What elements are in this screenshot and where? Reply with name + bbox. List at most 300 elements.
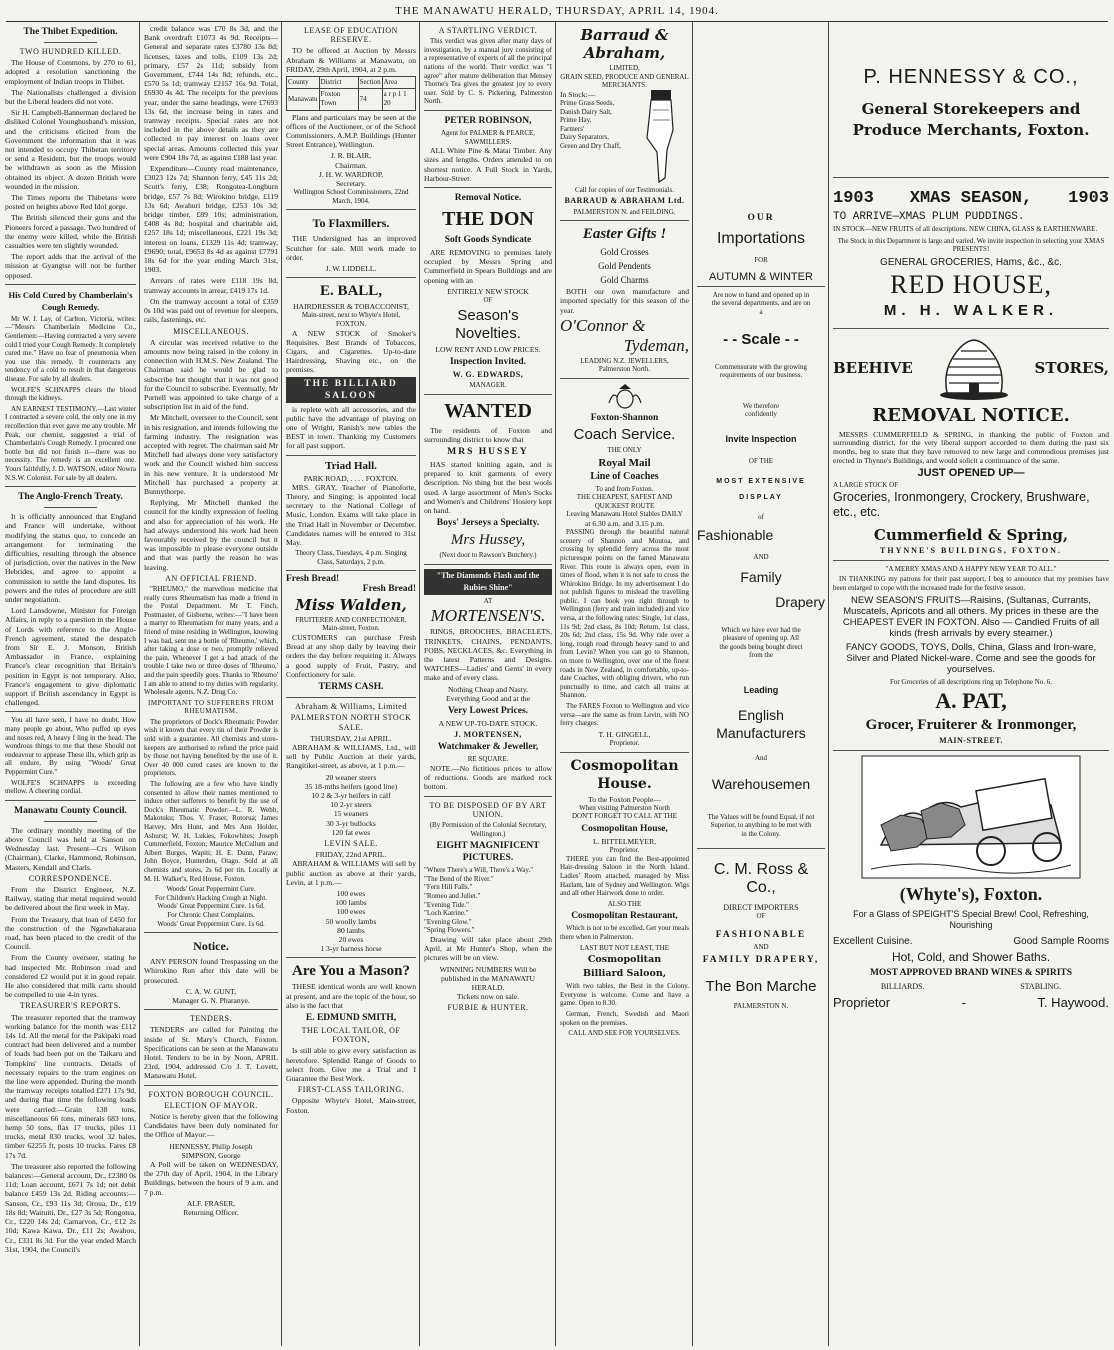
- table-header: County: [287, 77, 320, 89]
- ad-line: Nothing Cheap and Nasty.: [447, 684, 529, 694]
- ad-title: General Storekeepers and Produce Merchants, Foxton.: [852, 100, 1090, 139]
- column-rule: [555, 22, 556, 1346]
- ad-title: STORES,: [1034, 358, 1109, 377]
- ad-title: Groceries, Ironmongery, Crockery, Brushware, etc., etc.: [833, 489, 1090, 519]
- list-item: 30 3-yr bullocks: [326, 818, 376, 828]
- ad-title: Barraud & Abraham,: [580, 26, 669, 62]
- table-header: Section: [358, 77, 382, 89]
- ad-title: BEEHIVE: [833, 358, 913, 377]
- ad-body: THESE identical words are well known at present, and are the topic of the hour, so also is the fact that: [286, 982, 416, 1010]
- ad-signature: Chairman.: [335, 160, 367, 170]
- candidate: SIMPSON, George: [181, 1150, 241, 1160]
- ad-title: The Bon Marche: [705, 977, 817, 995]
- ad-body: The Values will be found Equal, if not Superior, to anything to be met with in the Colony.: [707, 812, 815, 838]
- ad-title: Mrs Hussey,: [450, 532, 526, 549]
- ad-line: Theory Class, Tuesdays, 4 p.m. Singing Class, Saturdays, 2 p.m.: [295, 549, 407, 566]
- year-right: 1903: [1068, 189, 1109, 208]
- ad-signature: J. MORTENSEN,: [454, 730, 522, 740]
- ad-line: Everything Good and at the: [446, 693, 530, 703]
- ad-body: ABRAHAM & WILLIAMS will sell by public auction as above at their yards, Levin, at 1 p.m.—: [286, 859, 416, 887]
- pointing-hand-illustration: [637, 90, 685, 184]
- list-item: "Spring Flowers.": [424, 926, 475, 935]
- ad-line: MOST EXTENSIVE: [716, 477, 806, 485]
- paragraph: Replying, Mr Mitchell thanked the council for the kindly expression of feeling and also for appreciation of his work. He had always understood his work had been favourably received by the council but it was impossible to please everyone outside and that was partly the reason he was leaving.: [144, 498, 278, 572]
- ad-title: E. BALL,: [319, 283, 383, 300]
- separator: [833, 177, 1109, 178]
- column-7: [830, 24, 1112, 1346]
- ad-line: LIMITED,: [609, 64, 640, 72]
- ad-title: TENDERS.: [190, 1014, 232, 1024]
- ad-body: The proprietors of Dock's Rheumatic Powder wish it known that every tin of their Powder is sold with a guarantee. All chemists and store-keepers are authorised to refund the price paid by those not having benefited by the use of it. Over 40 000 cured cases are known to the proprietors.: [144, 717, 278, 778]
- xmas-title: XMAS SEASON,: [909, 189, 1033, 208]
- ad-body: Commensurate with the growing requirements of our business.: [715, 362, 807, 380]
- ad-title: RED HOUSE,: [890, 269, 1052, 299]
- poem: You all have seen, I have no doubt, How many people go about, Who puffed up eyes and noses red, A heavy f ling in the head. The wondrous things to me that these Should not endeavour to appease These ills, which grip as all endure, By using "Woods' Great Peppermint Cure.": [5, 716, 136, 776]
- paragraph: It is officially announced that England and France will undertake, without modifying the status quo, to concede an arrangement for terminating the difficulties, resulting through the absence of jurisdiction, over the natives in the New Hebrides, and agree to appoint a commission to settle the land disputes. Its powers and the rules of procedure are still under negotiation.: [5, 512, 136, 604]
- ad-body: Notice is hereby given that the following Candidates have been duly nominated for the Office of Mayor:—: [144, 1111, 278, 1140]
- separator: [833, 328, 1109, 329]
- ad-subtitle: DIRECT IMPORTERS: [723, 903, 799, 913]
- ad-title: Miss Walden,: [295, 595, 407, 614]
- ad-line: LAST BUT NOT LEAST, THE: [580, 943, 669, 952]
- paragraph: Sir H. Campbell-Bannerman declared he disliked Colonel Younghusband's mission, and the criticisms elicited from the Government the information that it was not intended to occupy Thibetan territory or send a Resident, but the troops would be withdrawn as soon as the Mission obtained its object. A dozen British were wounded in the mission.: [5, 108, 136, 191]
- ad-line: A NEW UP-TO-DATE STOCK.: [438, 719, 538, 728]
- list-item: Farmers': [560, 124, 585, 133]
- separator: [44, 821, 96, 822]
- ad-signature: J. H. W. WARDROP,: [318, 169, 384, 179]
- ad-body: PASSING through the beautiful natural scenery of Shannon and Moutoa, and crossing by splendid ferry across the most picturesque points on the famed Manawatu River. This route is always open, even in times of flood, when it is not safe to cross the Whirokino Bridge. In my advertisement I do not publish figures to mislead the travelling public. I can book you right through to Wellington (ferry and train included) and vice versa, at the following rates: Single, 1st class, 11s 9d; 2nd class, 8s 10d; Return, 1st class, 20s 6d; 2nd class, 15s 9d. Why ride over a long, rough road through heavy sand to and from Levin? When you can go to Shannon, on more to Wellington, over one of the finest roads in New Zealand, in comfortable, up-to-date Coaches, with obliging drivers, who run punctually to time, and catch all trains at Shannon.: [560, 528, 689, 700]
- ad-signature: J. W. LIDDELL.: [325, 264, 377, 274]
- ad-line: Woods' Great Peppermint Cure.: [166, 885, 256, 894]
- ad-line: Fresh Bread!: [362, 583, 416, 594]
- ad-title: Easter Gifts !: [582, 226, 667, 243]
- ad-body: ABRAHAM & WILLIAMS, Ltd., will sell by Public Auction at their yards, Rangitikei-street, as above, at 1 p.m.—: [286, 742, 416, 771]
- ad-address: Opposite Whyte's Hotel, Main-street, Foxton.: [286, 1096, 416, 1115]
- ad-title: MORTENSEN'S.: [430, 606, 546, 626]
- ad-line: Royal Mail: [598, 456, 651, 469]
- ad-footer: Wellington School Commissioners, 22nd March, 1904.: [293, 188, 409, 205]
- ad-title: English Manufacturers: [716, 706, 806, 741]
- ad-signature: Proprietor.: [609, 739, 640, 747]
- list-item: 1 3-yr harness horse: [320, 944, 382, 954]
- list-item: Green and Dry Chaff,: [560, 141, 621, 150]
- ad-signature: MANAGER.: [469, 380, 507, 389]
- section-heading: AN OFFICIAL FRIEND.: [165, 573, 257, 583]
- paragraph: The House of Commons, by 270 to 61, adopted a resolution sanctioning the employment of Indian troops in Thibet.: [5, 58, 136, 86]
- ad-subtitle: (By Permission of the Colonial Secretary, Wellington.): [429, 821, 547, 838]
- ad-body: THERE you can find the Best-appointed Hair-dressing Saloon in the North Island. Ladies' Room attached, managed by Miss Hazlam, late of Sydney and Wellington. Wigs and all other Hairwork done to order.: [560, 854, 689, 898]
- paragraph: A circular was received relative to the amounts now being raised in the colony in connection with H.M.S. New Zealand. The Chairman said he would be glad to subscribe but thought that it was not good for the Council to subscribe. Eventually, Mr Purnell was appointed to take charge of a subscription list in aid of the fund.: [144, 337, 278, 412]
- ad-body: MESSRS CUMMERFIELD & SPRING, in thanking the public of Foxton and surrounding district, for the very liberal support accorded to them during the past six months, beg to state that they have removed to new large and commodious premises just erected in Thynne's Buildings, and would solicit a continuance of the same.: [833, 429, 1109, 465]
- ad-signature: Manager G. N. Pharanye.: [172, 995, 250, 1005]
- ad-line: Woods' Great Peppermint Cure. 1s 6d.: [157, 902, 265, 911]
- ad-address: MAIN-STREET.: [939, 736, 1003, 746]
- ad-line: Inspection Invited.: [449, 356, 526, 367]
- ad-body: This verdict was given after many days of investigation, by a manual jury consisting of a representative of experts of all the principal nations of the world. Their verdict was "I agree" after mature deliberation that Mensey Thorne's Tea gives the greatest joy to every user. Sold by C. S. Pickering, Palmerston North.: [424, 37, 552, 106]
- table-cell: a r p 1 1 20: [382, 89, 415, 110]
- separator: [424, 394, 552, 395]
- ad-title: THE BILLIARD SALOON: [286, 377, 416, 403]
- article-title: The Thibet Expedition.: [23, 27, 118, 37]
- list-item: Prime Hay,: [560, 116, 592, 125]
- xmas-heading: [833, 188, 1109, 210]
- paragraph: The treasurer reported that the tramway working balance for the month was £112 14s 1d. All the metal for the Pakipaki road contract had been delivered and a number of loads had been put on the Taikaru and Tompkins' line contracts. Details of necessary repairs to the tram engines on the line were appended. During the month the tramway receipts totalled £271 17s 9d, and during that time the following loads were carried:—Grain 138 tons, miscellaneous 66 tons, minerals 683 tons, hemp 50 tons, flax 17 trucks, piles 11 trucks, metal 830 trucks, wool 32 bales, timber 62255 ft, posts 10 trucks. Fares £8 17s 7d.: [5, 1012, 136, 1160]
- ad-title: His Cold Cured by Chamberlain's Cough Remedy.: [8, 289, 133, 312]
- separator: [286, 277, 416, 278]
- table-cell: Manawatu: [287, 89, 320, 110]
- article-title: The Anglo-French Treaty.: [18, 492, 123, 503]
- column-rule: [828, 22, 829, 1346]
- separator: [424, 564, 552, 565]
- ad-line: Hot, Cold, and Shower Baths.: [891, 950, 1051, 965]
- list-item: 100 lambs: [335, 898, 367, 908]
- list-item: "Romeo and Juliet.": [424, 891, 481, 900]
- list-item: 100 ewes: [336, 888, 366, 898]
- ad-title: M. H. WALKER.: [883, 301, 1059, 319]
- ad-subtitle: HAIRDRESSER & TOBACCONIST,: [293, 302, 409, 312]
- ad-line: FOR: [754, 256, 768, 264]
- ad-body: The following are a few who have kindly consented to allow their names mentioned to induce other sufferers to benefit by the use of Dock's Rheumatic Powder:—L. R. Webb, Makotuku; Thos. V. Fraser, Rotorua; James Harvey, Mrs Hunt, and Mrs Ann Holder, Ashurst; W. H. Lukies, Fokowhites; Joseph Cummerfield, Foxton; Maurice McCullum and Albert Burges, Wapiti; H. E. Dunn, Paraw; John Boyce, Hunterden, Otago. Sold at all chemists and stores, 2s 6d per tin. Locally at M. H. Walker's, Red House, Foxton.: [144, 780, 278, 883]
- spacer: [833, 24, 1109, 62]
- paragraph: On the tramway account a total of £359 0s 10d was paid out of revenue for sleepers, rails, fastenings, etc.: [144, 296, 278, 325]
- ad-line: AND: [753, 552, 769, 561]
- list-item: 10 2 & 3-yr heifers in calf: [311, 790, 391, 800]
- ad-line: "A MERRY XMAS AND A HAPPY NEW YEAR TO ALL.": [885, 564, 1057, 573]
- ad-title: PETER ROBINSON,: [444, 115, 532, 126]
- column-rule: [281, 22, 282, 1346]
- ad-title: Invite Inspection: [725, 433, 797, 444]
- ad-line: OF: [483, 295, 493, 304]
- separator: [286, 957, 416, 958]
- ad-title: FAMILY DRAPERY,: [702, 954, 820, 965]
- section-heading: CORRESPONDENCE.: [28, 873, 113, 883]
- table-cell: Foxton Town: [319, 89, 358, 110]
- list-item: "Loch Katrine.": [424, 909, 469, 918]
- separator: [5, 486, 136, 487]
- ad-title: LEVIN SALE.: [324, 838, 378, 848]
- paragraph: From the County overseer, stating he had inspected Mr. Robinson road and considered £2 would put it in good repair. He also considered that milk carts should be compelled to use 4-in tyres.: [5, 953, 136, 1000]
- ad-line: For Children's Hacking Cough at Night.: [154, 893, 268, 902]
- ad-line: GENERAL GROCERIES, Hams, &c., &c.: [880, 256, 1062, 268]
- list-item: 80 lambs: [337, 925, 365, 935]
- ad-title: Triad Hall.: [325, 459, 377, 472]
- table-cell: 74: [358, 89, 382, 110]
- amenity: Good Sample Rooms: [1013, 936, 1109, 948]
- ad-line: Call for copies of our Testimonials.: [575, 185, 674, 194]
- section-heading: IMPORTANT TO SUFFERERS FROM RHEUMATISM.: [148, 698, 274, 716]
- ad-subtitle: Watchmaker & Jeweller,: [437, 742, 539, 753]
- ad-line: THE CHEAPEST, SAFEST AND QUICKEST ROUTE: [576, 493, 673, 510]
- section-heading: MISCELLANEOUS.: [173, 326, 249, 336]
- ad-subtitle: Agent for PALMER & PEARCE, SAWMILLERS.: [440, 128, 536, 146]
- ad-body: is replete with all accessories, and the public have the advantage of playing on one of Wright, Ranish's new tables the BEST in town. Thanking my Customers for all past support.: [286, 404, 416, 451]
- column-4: [421, 24, 555, 1346]
- ad-body: HAS started knitting again, and is prepared to knit garments of every description. No thing but the best wools used. A large assortment of Men's Socks and Women's and Childrens' Hosiery kept on hand.: [424, 459, 552, 515]
- ad-address: PALMERSTON N.: [733, 1001, 789, 1010]
- separator: [5, 800, 136, 801]
- ad-title: WANTED: [444, 399, 532, 422]
- ad-body: We therefore confidently: [742, 401, 780, 419]
- ad-subtitle: Grocer, Fruiterer & Ironmonger,: [865, 717, 1077, 734]
- ad-line: OUR: [747, 213, 775, 223]
- ad-signature: L. BITTELMEYER,: [592, 836, 657, 846]
- separator: [833, 750, 1109, 751]
- separator: [424, 796, 552, 797]
- paragraph: The Nationalists challenged a division but the Liberal leaders did not vote.: [5, 87, 136, 107]
- ad-body: Is still able to give every satisfaction as heretofore. Splendid Range of Goods to select from. Give me a Trial and I Guarantee the Best Work.: [286, 1046, 416, 1083]
- ad-title: (Whyte's), Foxton.: [899, 884, 1043, 905]
- ad-title: TO BE DISPOSED OF BY ART UNION.: [429, 800, 547, 819]
- ad-title: EIGHT MAGNIFICENT PICTURES.: [436, 841, 540, 864]
- ad-body: A NEW STOCK of Smoker's Requisites. Best Brands of Tobaccos, Cigars, and Cigarettes. Up-to-date Hairdressing, Shaving etc., on the premises.: [286, 328, 416, 375]
- list-item: "Evening Tide.": [424, 900, 469, 909]
- ad-body: Are now to hand and opened up in the several departments, and are on a: [711, 290, 811, 316]
- list-item: 50 woolly lambs: [325, 916, 377, 926]
- ad-signature: BARRAUD & ABRAHAM Ltd.: [564, 196, 685, 206]
- list-item: Dairy Separators,: [560, 133, 609, 142]
- ad-title: Cosmopolitan Restaurant,: [571, 911, 678, 922]
- ad-line: Tickets now on sale.: [456, 992, 520, 1002]
- services-row: [833, 982, 1109, 992]
- paragraph: The ordinary monthly meeting of the above Council was held at Sanson on Wednesday last. Present—Crs Wilson (Chairman), Clarke, Hammond, Robinson, Masters, Kendall and Clarls.: [5, 825, 136, 872]
- service: BILLIARDS.: [880, 982, 925, 992]
- ad-signature: T. H. GINGELL,: [598, 729, 651, 739]
- ad-title: Foxton-Shannon: [590, 412, 659, 423]
- ad-body: The FARES Foxton to Wellington and vice versa—are the same as from Levin, with NO ferry charges.: [560, 702, 689, 728]
- ad-line: In Stock:—: [560, 89, 596, 99]
- separator: [44, 507, 96, 508]
- ad-title: To Flaxmillers.: [312, 216, 390, 231]
- ad-line: A LARGE STOCK OF: [833, 481, 899, 490]
- ad-address: RE SQUARE.: [467, 755, 509, 764]
- ad-body: BOTH our own manufacture and imported specially for this season of the year.: [560, 287, 689, 315]
- column-rule: [419, 22, 420, 1346]
- masthead: [0, 0, 1114, 22]
- ad-line: OF THE: [748, 456, 774, 465]
- paragraph: From the Treasury, that loan of £450 for the construction of the Ngawhakaraua road, has been placed to the credit of the Council.: [5, 914, 136, 952]
- coach-and-horses-illustration: [861, 755, 1081, 879]
- ad-body: ALL White Pine & Matai Timber. Any sizes and lengths. Orders attended to on shortest notice. A Full Stock in Yards, Harbour-Street.: [424, 146, 552, 183]
- ad-line: DON'T FORGET TO CALL AT THE: [571, 812, 678, 821]
- ad-line: To the Foxton People—: [588, 794, 661, 804]
- ad-body: IN THANKING my patrons for their past support, I beg to announce that my premises have been enlarged to cope with the increased trade for the festive season.: [833, 575, 1109, 592]
- ad-line: MOST APPROVED BRAND WINES & SPIRITS: [869, 968, 1073, 979]
- ad-body: MRS. GRAY, Teacher of Pianoforte, Theory, and Singing; is appointed local secretary to the National College of Music, London. Exams will take place in the Triad Hall in November or December. Candidates names will be entered to 31st May.: [286, 482, 416, 548]
- paragraph: From the District Engineer, N.Z. Railway, stating that metal required would be delivered about the first week in May.: [5, 884, 136, 913]
- paragraph: Lord Lansdowne, Minister for Foreign Affairs, in reply to a question in the House of Lords with reference to the Anglo-French agreement, stated the despatch from Sir E. J. Monson, British Ambassador in France, explaining France's clear recognition that Britain's position in Egypt is not temporary. Also, France's engagement to give diplomatic support if British ascendancy in Egypt is challenged.: [5, 606, 136, 708]
- masthead-rule: [6, 21, 1108, 22]
- ad-line: For Chronic Chest Complaints.: [167, 910, 255, 919]
- ad-body: Plans and particulars may be seen at the offices of the Auctioneer, or of the School Commissioners, A.M.P. Buildings (Hunter Street Entrance), Wellington.: [286, 112, 416, 150]
- ad-body: A Poll will be taken on WEDNESDAY, the 27th day of April, 1904, in the Library Buildings, between the hours of 9 a.m. and 7 p.m.: [144, 1160, 278, 1197]
- separator: [424, 110, 552, 111]
- ad-line: Gold Pendents: [598, 261, 651, 272]
- lease-table: [286, 76, 416, 111]
- separator: [144, 932, 278, 933]
- ad-title: A STARTLING VERDICT.: [438, 26, 538, 35]
- ad-signature: Returning Officer.: [183, 1208, 239, 1218]
- ad-title: E. EDMUND SMITH,: [305, 1012, 397, 1023]
- list-item: 10 2-yr steers: [330, 800, 372, 810]
- separator: [286, 455, 416, 456]
- column-rule: [692, 22, 693, 1346]
- ad-body: The Stock in this Department is large and varied. We invite inspection in selecting your XMAS PRESENTS!: [837, 236, 1105, 254]
- separator: [44, 42, 96, 43]
- masthead-title: THE MANAWATU HERALD, THURSDAY, APRIL 14, 1904.: [395, 5, 719, 17]
- ad-line: And: [754, 753, 768, 762]
- ad-line: THE ONLY: [607, 445, 642, 454]
- ad-line: CALL AND SEE FOR YOURSELVES.: [568, 1029, 681, 1038]
- separator: [286, 570, 416, 571]
- ad-title: Coach Service.: [573, 425, 676, 443]
- ad-body: TENDERS are called for Painting the inside of St. Mary's Church, Foxton. Specifications can be seen at the Manawatu Hotel. Tenders to be in by Noon, APRIL 23rd, 1904, addressed C/o J. T. Lovett, Manawatu Hotel.: [144, 1025, 278, 1081]
- ad-title: Fashionable: [697, 527, 774, 544]
- ad-address: THYNNE'S BUILDINGS, FOXTON.: [880, 545, 1062, 555]
- ad-body: THE Undersigned has an improved Scutcher for sale. Mill work made to order.: [286, 234, 416, 262]
- list-item: "Where There's a Will, There's a Way.": [424, 866, 534, 875]
- table-header: Area: [382, 77, 415, 89]
- ad-title: Abraham & Williams, Limited: [295, 702, 407, 712]
- ad-body: For Groceries of all descriptions ring up Telephone No. 6.: [889, 677, 1053, 686]
- ad-address: PALMERSTON N. and FEILDING.: [573, 207, 676, 216]
- separator: [424, 187, 552, 188]
- list-item: "Evening Glow.": [424, 917, 472, 926]
- proprietor-label: Proprietor: [833, 995, 891, 1011]
- ad-title: Tydeman,: [623, 335, 689, 355]
- ad-body: FANCY GOODS, TOYS, Dolls, China, Glass and Iron-ware, Silver and Plated Nickel-ware. Come and see the goods for yourselves.: [845, 641, 1097, 675]
- ad-line: MRS HUSSEY: [447, 446, 529, 457]
- ad-line: Very Lowest Prices.: [447, 706, 529, 716]
- ad-line: When visiting Palmerston North: [579, 803, 670, 812]
- ad-body: CUSTOMERS can purchase Fresh Bread at any shop daily by leaving their orders the day before requiring it. Always a good supply of Fruit, Pastry, and Confectionery for sale.: [286, 633, 416, 679]
- ad-title: THE DON: [442, 207, 534, 230]
- ad-line: at 6.30 a.m. and 3.15 p.m.: [584, 518, 665, 528]
- ad-line: Fresh Bread!: [286, 574, 340, 585]
- separator: [560, 220, 689, 221]
- ad-subtitle: FRUITERER AND CONFECTIONER, Main-street, Foxton.: [295, 615, 407, 633]
- ad-line: AT: [483, 596, 493, 605]
- ad-title: Cosmopolitan House,: [581, 823, 668, 834]
- column-2: [141, 24, 281, 1346]
- column-5: [557, 24, 692, 1346]
- ad-title: C. M. Ross & Co.,: [713, 861, 809, 897]
- separator: [560, 752, 689, 753]
- ad-line: ALSO THE: [607, 899, 642, 908]
- ad-body: Mr W. J. Lay, of Carlton, Victoria, writes:—"Messrs Chamberlain Medicine Co., Gentlemen:—Having contracted a very severe cold I tried your Cough Remedy. It completely cured me." Have no fear of pneumonia when you use this remedy. It counteracts any tendency of a cold to result in that dangerous disease. For sale by all dealers.: [5, 314, 136, 384]
- service: STABLING.: [1020, 982, 1062, 992]
- ad-title: REMOVAL NOTICE.: [872, 404, 1070, 426]
- ad-line: JUST OPENED UP—: [917, 467, 1025, 480]
- proprietor-row: [833, 995, 1109, 1011]
- ad-line: TO ARRIVE—XMAS PLUM PUDDINGS.: [833, 211, 1025, 223]
- separator: [144, 1085, 278, 1086]
- ad-line: LOW RENT AND LOW PRICES.: [435, 344, 541, 354]
- ad-subtitle: PALMERSTON NORTH STOCK SALE.: [290, 713, 412, 732]
- list-item: 20 ewes: [338, 934, 364, 944]
- column-3: [283, 24, 419, 1346]
- ad-subtitle: LEADING N.Z. JEWELLERS,: [580, 356, 669, 365]
- candidate: HENNESSY, Philip Joseph: [169, 1141, 253, 1151]
- ad-body: Which we have ever had the pleasure of opening up. All the goods being bought direct from the: [719, 625, 803, 660]
- list-item: 20 weaner steers: [325, 772, 377, 782]
- ad-title: Leading: [743, 684, 779, 695]
- paragraph: The treasurer also reported the following balances:—General account, Dr., £2380 0s 11d; Loan account, £671 7s 1d; net debit balance £459 13s 2d. Riding accounts:—Sanson, Cr., £93 11s 3d; Oroua, Dr., £19 18s 8d; Waituiti, Dr., £27 3s 5d; Rongotea, Cr., £220 14s 2d; Carnarvon, Cr., £12 2s 10d; Kawa Kawa, Dr., £11 2s; Awahou, Cr., £331 8s 3d. For the year ended March 31st, 1904, the Council's: [5, 1161, 136, 1254]
- ad-title: Cosmopolitan: [587, 954, 662, 966]
- column-6: [694, 24, 828, 1346]
- ad-line: FIRST-CLASS TAILORING.: [297, 1085, 405, 1095]
- year-left: 1903: [833, 189, 874, 208]
- article-subtitle: TWO HUNDRED KILLED.: [19, 47, 122, 56]
- ad-title: Notice.: [193, 939, 229, 954]
- ad-body: AN EARNEST TESTIMONY.—Last winter I contracted a severe cold, the only one in my recollection that ever gave me any trouble. Mr Peak, our chemist, suggested a trial of Chamberlain's Cough Remedy. I procured one bottle but did not finish it—there was no necessity. The remedy is an excellent one. Yours faithfully, J. D. WATSON, editor Nowra N.S.W. Colonist. For sale by all dealers.: [5, 404, 136, 482]
- ad-address: (Next door to Rawson's Butchery.): [439, 551, 537, 560]
- ad-line: OF: [756, 912, 766, 921]
- ad-body: RINGS, BROOCHES, BRACELETS, TRINKETS, CHAINS, PENDANTS, FOBS, NECKLACES, &c. Everything in the latest Patterns and Designs. WATCHES—Ladies' and Gents' in every make and of every class.: [424, 627, 552, 683]
- ad-body: TO be offered at Auction by Messrs Abraham & Williams at Manawatu, on FRIDAY, 29th April, 1904, at 2 p.m.: [286, 46, 416, 74]
- ad-line: ENTIRELY NEW STOCK: [447, 286, 529, 296]
- ad-title: A. PAT,: [935, 688, 1007, 714]
- list-item: 120 fat ewes: [331, 827, 371, 837]
- ad-signature: W. G. EDWARDS,: [452, 369, 524, 379]
- list-item: "Fern Hill Falls.": [424, 883, 473, 892]
- royal-crest-icon: [605, 383, 645, 409]
- ad-body: ARE REMOVING to premises lately occupied by Messrs Spring and Cummerfield in Spears Buildings and are opening with an: [424, 247, 552, 285]
- ad-line: of: [758, 512, 764, 521]
- ad-body: WOLFE'S SCHNAPPS is exceeding mellow. A cheering cordial.: [5, 778, 136, 796]
- spacer: [697, 24, 825, 210]
- paragraph: The Times reports the Thibetans were posted on heights above Red Idol gorge.: [5, 193, 136, 212]
- section-heading: TREASURER'S REPORTS.: [19, 1001, 122, 1011]
- ad-line: TERMS CASH.: [318, 682, 384, 693]
- ad-line: Gold Crosses: [600, 247, 649, 258]
- dash: -: [961, 995, 966, 1011]
- ad-title: LEASE OF EDUCATION RESERVE.: [304, 26, 398, 45]
- paragraph: Expenditure—County road maintenance, £3023 12s 7d; Shannon ferry, £45 11s 2d; Scott's ferry, £38; Rongotea-Longburn bridge, £57 7s 8d; Wirokino bridge, £119 13s 6d; Awahuri bridge, £253 10s 3d; bridge timber, £89 10s; administration, £408 4s 8d; hospital and charitable aid, £257 18s 1d; miscellaneous, £221 19s 3d; interest on loans, £1329 11s 4d; tramway, £9690; total, £9653 8s 4d as against £7791 18s 6d for the year ending March 31st, 1903.: [144, 164, 278, 275]
- ad-title: - - Scale - -: [723, 330, 799, 348]
- separator: [5, 711, 136, 712]
- list-item: Danish Dairy Salt,: [560, 107, 612, 116]
- ad-title: Are You a Mason?: [292, 963, 410, 980]
- list-item: 15 weaners: [333, 809, 369, 819]
- amenity: Excellent Cuisine.: [833, 936, 913, 948]
- ad-title: Drapery: [775, 594, 825, 611]
- ad-signature: J. R. BLAIR,: [330, 151, 372, 161]
- paragraph: Mr Mitchell, overseer to the Council, sent in his resignation, and intends following the farming industry. The resignation was accepted with regret. The chairman said Mr Mitchell had always done very satisfactory work and the Council wished him success in his new venture. It is understood Mr Mitchell has purchased a property at Bunnythorpe.: [144, 413, 278, 496]
- column-1: [2, 24, 139, 1346]
- separator: [697, 848, 825, 849]
- ad-title: Removal Notice.: [454, 192, 522, 203]
- ad-line: WINNING NUMBERS Will be published in the MANAWATU HERALD.: [439, 964, 537, 992]
- ad-signature: Secretary.: [335, 179, 367, 189]
- ad-title: Family: [740, 569, 782, 586]
- ad-body: IN STOCK—NEW FRUITS of all descriptions. NEW CHINA, GLASS & EARTHENWARE.: [833, 225, 1098, 233]
- beehive-heading: [833, 335, 1109, 401]
- separator: [833, 560, 1109, 561]
- ad-body: Which is not to be excelled. Get your meals there when in Palmerston.: [560, 924, 689, 941]
- separator: [286, 697, 416, 698]
- separator: [286, 209, 416, 210]
- table-header: District: [319, 77, 358, 89]
- ad-line: Leaving Manawatu Hotel Stables DAILY: [566, 510, 683, 519]
- ad-signature: ALF. FRASER,: [186, 1198, 236, 1208]
- ad-body: "RHEUMO," the marvellous medicine that really cures Rheumatism has made a friend in the Postal Department. Mr T. Finch, Postmaster, of Gisborne, writes:—"I have been a martyr to Rheumatism for many years, and a friend of mine residing in Wellington, knowing I was bad, sent me a bottle of 'Rheumo,' which, after taking a dose or two, promptly relieved the pain. Whenever I get a bad attack of the trouble I take two or three doses of 'Rheumo,' and the pain speedily goes. Thanks to 'Rheumo' I am able to attend to my duties with regularity. Wholesale agents, N.Z. Drug Co.: [144, 584, 278, 697]
- ad-subtitle: ELECTION OF MAYOR.: [164, 1100, 258, 1110]
- ad-body: ANY PERSON found Trespassing on the Whirokino Run after this date will be prosecuted.: [144, 957, 278, 985]
- separator: [697, 286, 825, 287]
- paragraph: Arrears of rates were £118 19s 8d, tramway accounts in arrear, £419 17s 1d.: [144, 276, 278, 295]
- ad-address: PARK ROAD, . . . . FOXTON.: [303, 473, 399, 483]
- ad-title: Season's Novelties.: [455, 306, 521, 342]
